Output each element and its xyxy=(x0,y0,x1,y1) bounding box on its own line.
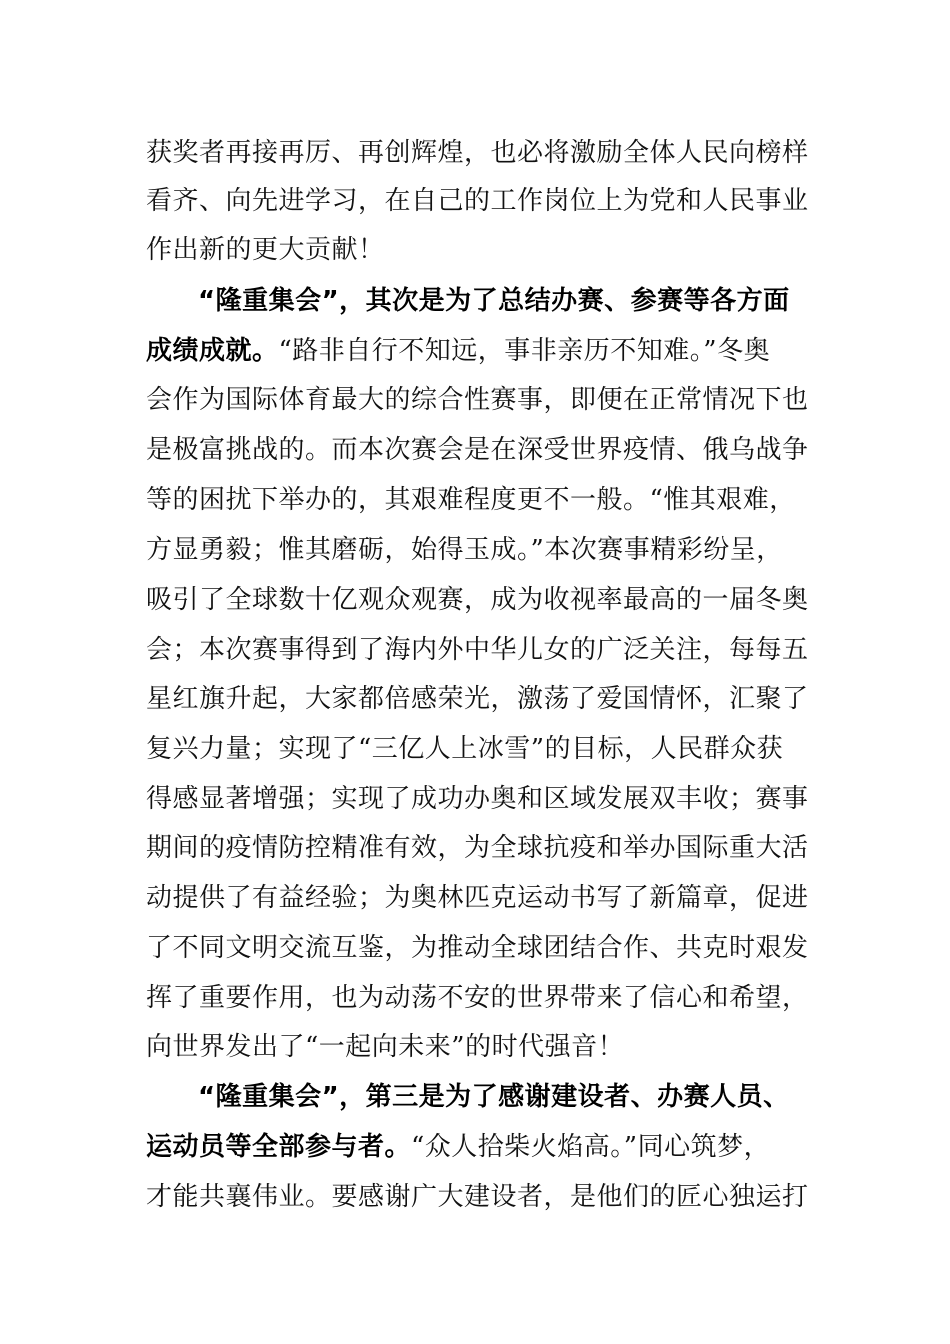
paragraph-line xyxy=(146,1132,770,1162)
paragraph-line: 才能共襄伟业。要感谢广大建设者，是他们的匠心独运打 xyxy=(146,1182,809,1212)
paragraph-line: 看齐、向先进学习，在自己的工作岗位上为党和人民事业 xyxy=(146,186,809,216)
paragraph-line xyxy=(146,336,770,366)
paragraph-line: 了不同文明交流互鉴，为推动全球团结合作、共克时艰发 xyxy=(146,933,809,963)
paragraph-line: 向世界发出了“一起向未来”的时代强音！ xyxy=(146,1032,625,1062)
paragraph-heading-end: 成绩成就。 xyxy=(146,336,279,366)
paragraph-line: 复兴力量；实现了“三亿人上冰雪”的目标，人民群众获 xyxy=(146,734,784,764)
paragraph-line-rest: “路非自行不知远，事非亲历不知难。”冬奥 xyxy=(278,336,771,366)
paragraph-line: 方显勇毅；惟其磨砺，始得玉成。”本次赛事精彩纷呈， xyxy=(146,535,783,565)
paragraph-line: 会；本次赛事得到了海内外中华儿女的广泛关注，每每五 xyxy=(146,635,809,665)
paragraph-line: 期间的疫情防控精准有效，为全球抗疫和举办国际重大活 xyxy=(146,833,809,863)
paragraph-line: 动提供了有益经验；为奥林匹克运动书写了新篇章，促进 xyxy=(146,883,809,913)
paragraph-heading-end: 运动员等全部参与者。 xyxy=(146,1132,412,1162)
paragraph-line: 挥了重要作用，也为动荡不安的世界带来了信心和希望， xyxy=(146,983,809,1013)
paragraph-line: 获奖者再接再厉、再创辉煌，也必将激励全体人民向榜样 xyxy=(146,138,809,168)
paragraph-line: 吸引了全球数十亿观众观赛，成为收视率最高的一届冬奥 xyxy=(146,585,809,615)
paragraph-line: 会作为国际体育最大的综合性赛事，即便在正常情况下也 xyxy=(146,385,809,415)
paragraph-heading: “隆重集会”，第三是为了感谢建设者、办赛人员、 xyxy=(198,1082,790,1112)
paragraph-line: 是极富挑战的。而本次赛会是在深受世界疫情、俄乌战争 xyxy=(146,435,809,465)
paragraph-line: 等的困扰下举办的，其艰难程度更不一般。“惟其艰难， xyxy=(146,485,796,515)
paragraph-line: 得感显著增强；实现了成功办奥和区域发展双丰收；赛事 xyxy=(146,784,809,814)
paragraph-line: 作出新的更大贡献！ xyxy=(146,235,385,265)
paragraph-line-rest: “众人拾柴火焰高。”同心筑梦， xyxy=(411,1132,771,1162)
paragraph-line: 星红旗升起，大家都倍感荣光，激荡了爱国情怀，汇聚了 xyxy=(146,684,809,714)
paragraph-heading: “隆重集会”，其次是为了总结办赛、参赛等各方面 xyxy=(198,286,790,316)
